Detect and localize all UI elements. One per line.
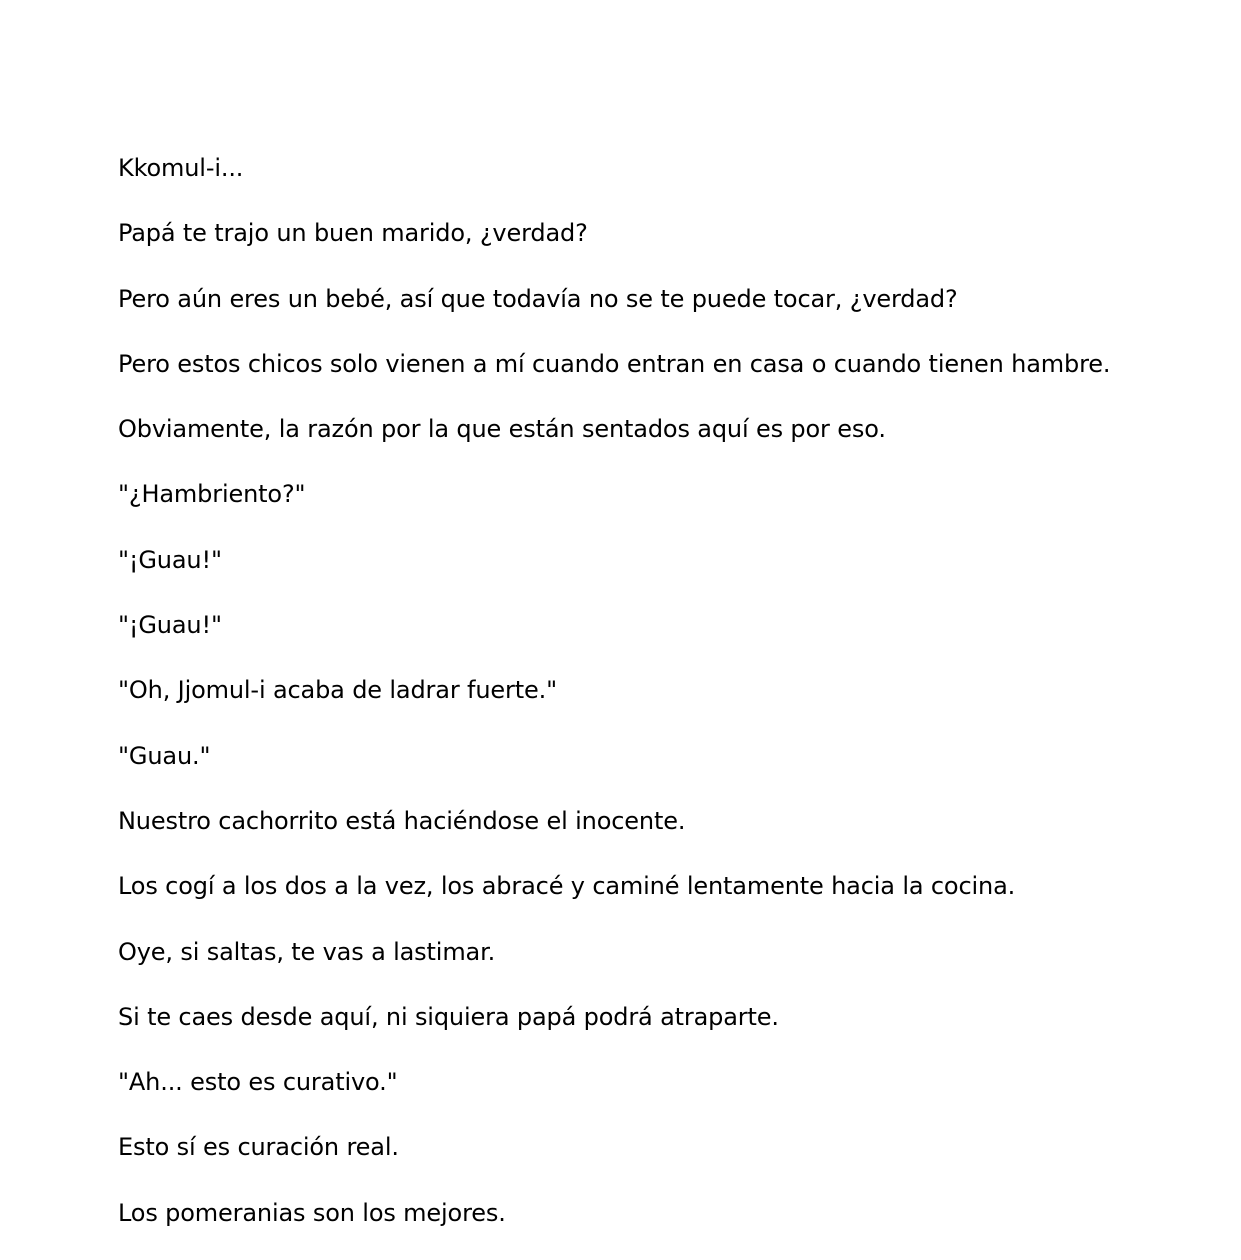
paragraph: Pero aún eres un bebé, así que todavía no se te puede tocar, ¿verdad? <box>118 284 958 313</box>
paragraph: Oye, si saltas, te vas a lastimar. <box>118 937 496 966</box>
paragraph: "Guau." <box>118 741 211 770</box>
paragraph: "Oh, Jjomul-i acaba de ladrar fuerte." <box>118 676 557 705</box>
document-body <box>118 150 1228 1260</box>
paragraph: Kkomul-i... <box>118 154 244 182</box>
paragraph: Los pomeranias son los mejores. <box>118 1198 506 1227</box>
paragraph: Papá te trajo un buen marido, ¿verdad? <box>118 219 588 248</box>
paragraph: "¡Guau!" <box>118 611 222 640</box>
paragraph: "Ah... esto es curativo." <box>118 1068 398 1097</box>
paragraph: Obviamente, la razón por la que están sentados aquí es por eso. <box>118 415 886 444</box>
paragraph: Esto sí es curación real. <box>118 1133 399 1162</box>
paragraph: Nuestro cachorrito está haciéndose el inocente. <box>118 806 686 835</box>
paragraph: "¡Guau!" <box>118 545 222 574</box>
paragraph: "¿Hambriento?" <box>118 480 306 509</box>
paragraph: Pero estos chicos solo vienen a mí cuando entran en casa o cuando tienen hambre. <box>118 349 1111 378</box>
paragraph: Si te caes desde aquí, ni siquiera papá podrá atraparte. <box>118 1002 779 1031</box>
paragraph: Los cogí a los dos a la vez, los abracé y caminé lentamente hacia la cocina. <box>118 872 1016 901</box>
